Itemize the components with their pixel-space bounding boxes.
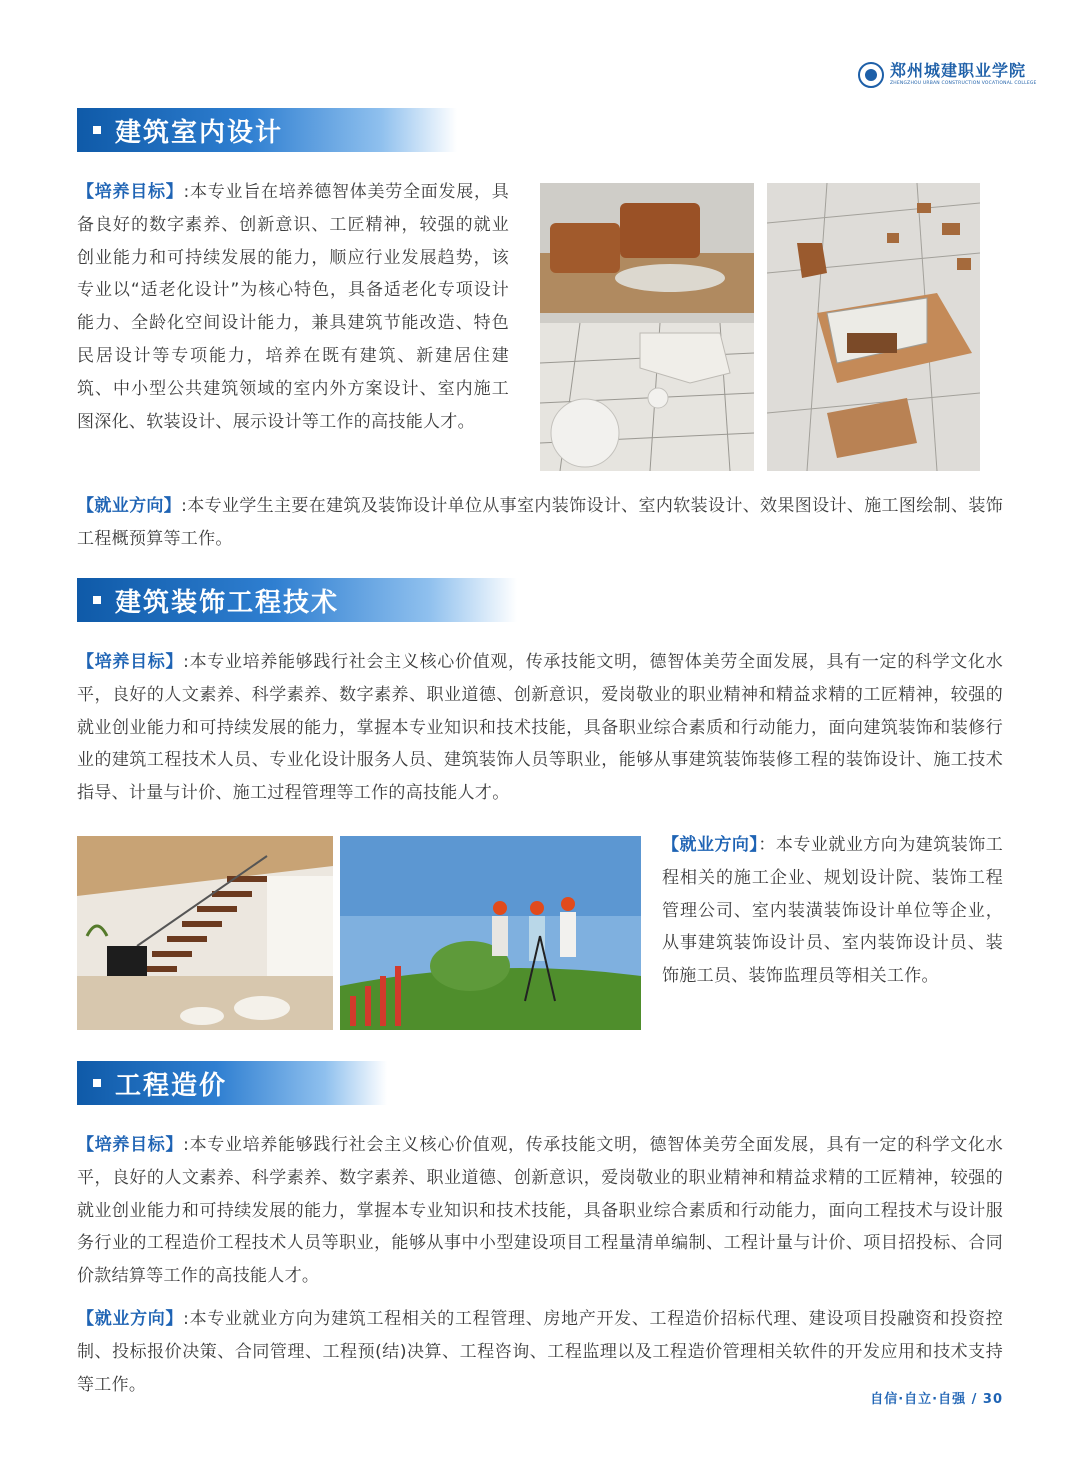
career-text: :本专业学生主要在建筑及装饰设计单位从事室内装饰设计、室内软装设计、效果图设计、施工图绘制、装饰工程概预算等工作。 bbox=[77, 496, 1003, 549]
career-tag: 【就业方向】 bbox=[77, 1309, 184, 1329]
career-text: :本专业就业方向为建筑工程相关的工程管理、房地产开发、工程造价招标代理、建设项目投融资和投资控制、投标报价决策、合同管理、工程预(结)决算、工程咨询、工程监理以及工程造价管理相关软件的开发应用和技术支持等工作。 bbox=[77, 1309, 1003, 1395]
career-tag: 【就业方向】 bbox=[77, 496, 182, 516]
section-header-decoration-engineering bbox=[77, 578, 517, 622]
section-header-interior-design bbox=[77, 108, 457, 152]
logo-name: 郑州城建职业学院 bbox=[890, 61, 1027, 81]
square-bullet-icon bbox=[93, 126, 101, 134]
staircase-interior-photo bbox=[77, 836, 333, 1030]
goal-tag: 【培养目标】 bbox=[77, 1135, 184, 1155]
training-goal-paragraph bbox=[77, 646, 1003, 810]
career-paragraph bbox=[77, 490, 1003, 556]
college-seal-icon bbox=[858, 62, 884, 88]
college-logo bbox=[858, 62, 1037, 88]
career-tag: 【就业方向】 bbox=[662, 835, 759, 855]
square-bullet-icon bbox=[93, 596, 101, 604]
goal-text: :本专业培养能够践行社会主义核心价值观，传承技能文明，德智体美劳全面发展，具有一定的科学文化水平，良好的人文素养、科学素养、数字素养、职业道德、创新意识，爱岗敬业的职业精神和精益求精的工匠精神，较强的就业创业能力和可持续发展的能力，掌握本专业知识和技术技能，具备职业综合素质和行动能力，面向建筑装饰和装修行业的建筑工程技术人员、专业化设计服务人员、建筑装饰人员等职业，能够从事建筑装饰装修工程的装饰设计、施工技术指导、计量与计价、施工过程管理等工作的高技能人才。 bbox=[77, 652, 1003, 804]
goal-text: :本专业培养能够践行社会主义核心价值观，传承技能文明，德智体美劳全面发展，具有一定的科学文化水平，良好的人文素养、科学素养、数字素养、职业道德、创新意识，爱岗敬业的职业精神和精益求精的工匠精神，较强的就业创业能力和可持续发展的能力，掌握本专业知识和技术技能，具备职业综合素质和行动能力，面向工程技术与设计服务行业的工程造价工程技术人员等职业，能够从事中小型建设项目工程量清单编制、工程计量与计价、项目招投标、合同价款结算等工作的高技能人才。 bbox=[77, 1135, 1003, 1287]
career-text: ：本专业就业方向为建筑装饰工程相关的施工企业、规划设计院、装饰工程管理公司、室内装潢装饰设计单位等企业，从事建筑装饰设计员、室内装饰设计员、装饰施工员、装饰监理员等相关工作。 bbox=[662, 835, 1003, 987]
square-bullet-icon bbox=[93, 1079, 101, 1087]
footer-separator: / bbox=[971, 1392, 983, 1407]
training-goal-paragraph bbox=[77, 1129, 1003, 1293]
section-title: 建筑装饰工程技术 bbox=[115, 587, 340, 618]
footer-motto: 自信·自立·自强 bbox=[870, 1392, 967, 1407]
goal-tag: 【培养目标】 bbox=[77, 182, 184, 202]
page-footer bbox=[870, 1388, 1003, 1407]
career-paragraph bbox=[77, 1303, 1003, 1401]
section-title: 建筑室内设计 bbox=[115, 117, 284, 148]
section-title: 工程造价 bbox=[115, 1070, 228, 1101]
interior-model-photo-2 bbox=[767, 183, 980, 471]
goal-tag: 【培养目标】 bbox=[77, 652, 184, 672]
training-goal-paragraph bbox=[77, 176, 509, 438]
page-number: 30 bbox=[982, 1392, 1003, 1407]
logo-subtitle: ZHENGZHOU URBAN CONSTRUCTION VOCATIONAL COLLEGE bbox=[890, 81, 1037, 87]
career-paragraph bbox=[662, 829, 1003, 993]
section-header-engineering-cost bbox=[77, 1061, 387, 1105]
surveying-workers-photo bbox=[340, 836, 641, 1030]
interior-model-photo-1 bbox=[540, 183, 754, 471]
goal-text: :本专业旨在培养德智体美劳全面发展，具备良好的数字素养、创新意识、工匠精神，较强的就业创业能力和可持续发展的能力，顺应行业发展趋势，该专业以“适老化设计”为核心特色，具备适老化专项设计能力、全龄化空间设计能力，兼具建筑节能改造、特色民居设计等专项能力，培养在既有建筑、新建居住建筑、中小型公共建筑领域的室内外方案设计、室内施工图深化、软装设计、展示设计等工作的高技能人才。 bbox=[77, 182, 509, 432]
